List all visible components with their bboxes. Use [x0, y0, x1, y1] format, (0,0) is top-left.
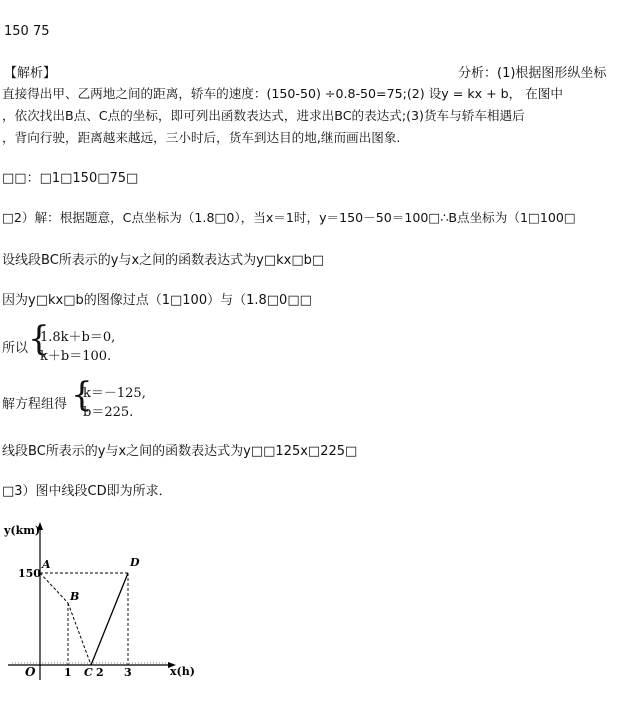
part-2-text: □2）解：根据题意，C点坐标为（1.8□0），当x＝1时，y＝150－50＝100□∴B点坐标为（1□100□ [2, 210, 576, 225]
system-2-eq-1: k＝－125, [83, 386, 146, 401]
point-c-label: C [84, 666, 93, 679]
equation-system-2: { k＝－125, b＝225. [71, 375, 146, 420]
x-axis-label: x(h) [170, 665, 195, 678]
because-text: 因为y□kx□b的图像过点（1□100）与（1.8□0□□ [2, 293, 312, 308]
segment-ab [40, 573, 68, 603]
part-3-text: □3）图中线段CD即为所求． [2, 484, 172, 499]
point-b-label: B [70, 590, 80, 603]
segment-bc [68, 603, 91, 665]
y-axis-label: y(km) [4, 524, 41, 537]
equation-system-1: { 1.8k＋b＝0, k＋b＝100. [28, 319, 116, 364]
point-a-label: A [42, 558, 51, 571]
line-bc-text: 设线段BC所表示的y与x之间的函数表达式为y□kx□b□ [2, 253, 325, 268]
analysis-label: 【解析】 [4, 66, 57, 81]
result-text: 线段BC所表示的y与x之间的函数表达式为y□□125x□225□ [2, 444, 358, 459]
analysis-line-3: ，背向行驶，距离越来越远，三小时后，货车到达目的地,继而画出图象. [2, 130, 401, 145]
analysis-line-1: 直接得出甲、乙两地之间的距离，轿车的速度：(150-50) ÷0.8-50=75;(2) 设y = kx + b， 在图中 [2, 86, 563, 101]
system-1-eq-1: 1.8k＋b＝0, [40, 330, 116, 345]
origin-label: O [25, 665, 36, 679]
segment-cd [91, 573, 128, 665]
analysis-right-text: 分析：(1)根据图形纵坐标 [458, 66, 607, 81]
point-d-label: D [130, 556, 140, 569]
distance-time-graph [0, 520, 200, 690]
system-1-eq-2: k＋b＝100. [40, 349, 112, 364]
y-tick-150: 150 [18, 567, 41, 580]
analysis-line-2: ，依次找出B点、C点的坐标，即可列出函数表达式，进求出BC的表达式;(3)货车与轿车相遇后 [2, 108, 525, 123]
system-2-eq-2: b＝225. [83, 405, 134, 420]
system-2-prefix: 解方程组得 [2, 397, 68, 412]
x-tick-3: 3 [124, 666, 132, 679]
answer-line: 150 75 [4, 24, 50, 39]
system-1-prefix: 所以 [2, 341, 29, 356]
x-tick-1: 1 [64, 666, 72, 679]
x-tick-2: 2 [96, 666, 104, 679]
answer-header: □□：□1□150□75□ [2, 171, 139, 186]
